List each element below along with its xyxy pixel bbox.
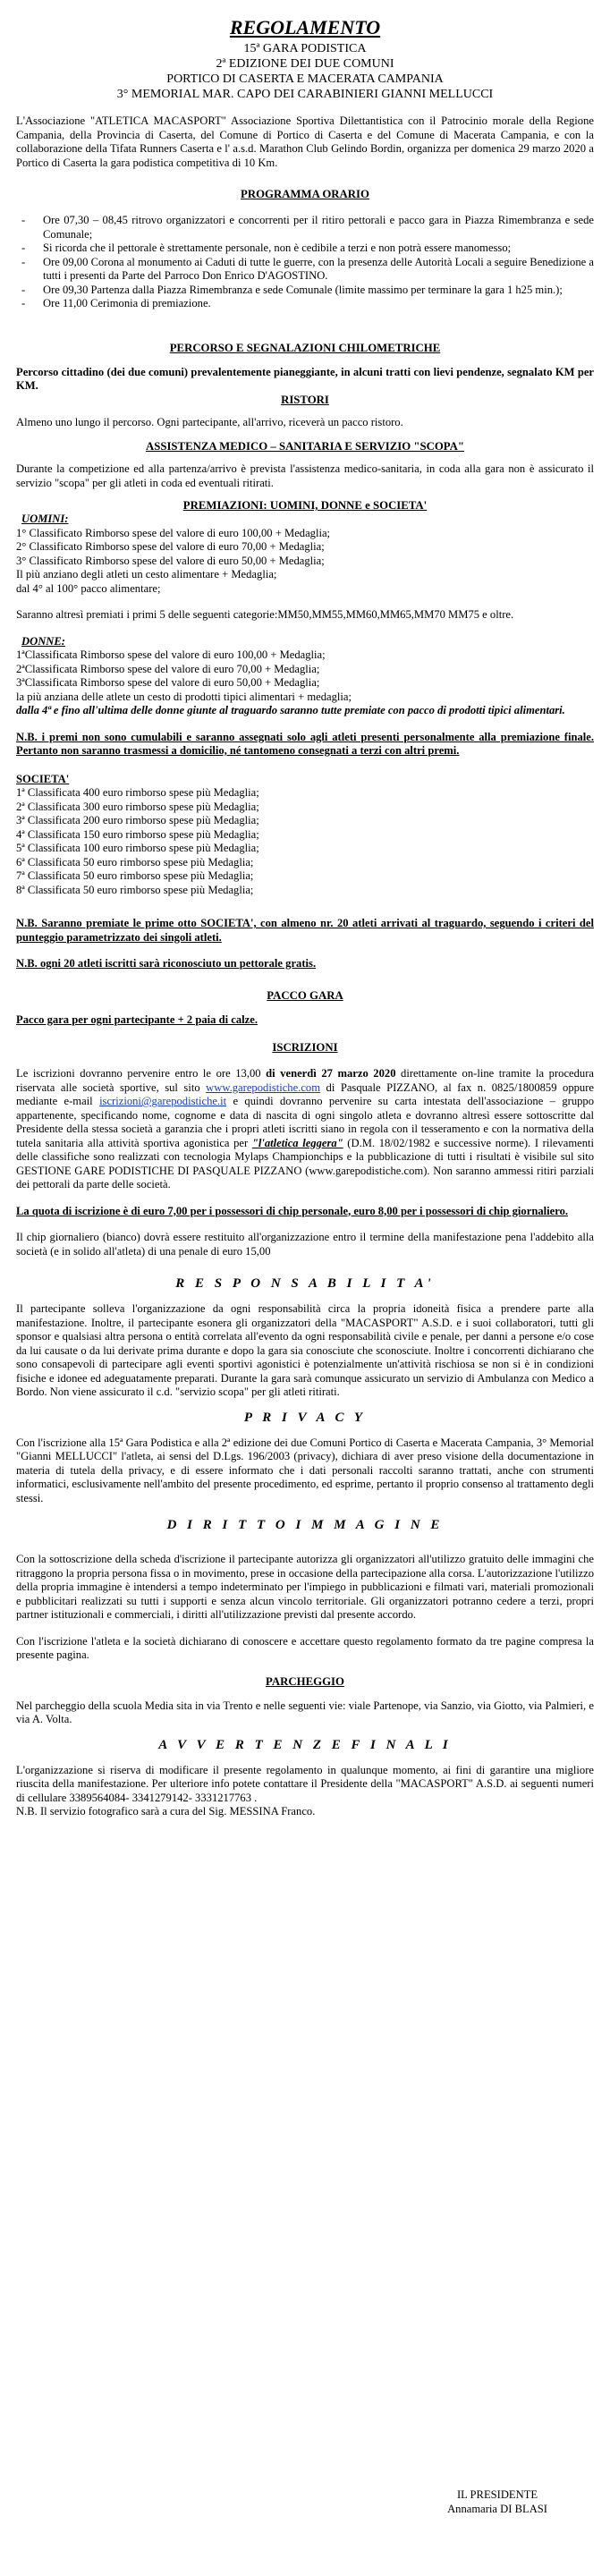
- pacco-text: Pacco gara per ogni partecipante + 2 paia di calze.: [16, 1013, 258, 1026]
- immagine-heading: D I R I T T O I M M A G I N E: [166, 1518, 444, 1532]
- atletica-leggera-text: "l'atletica leggera": [251, 1136, 343, 1149]
- donne-item: 2ªClassificata Rimborso spese del valore di euro 70,00 + Medaglia;: [16, 662, 320, 675]
- intro-paragraph: L'Associazione "ATLETICA MACASPORT" Associazione Sportiva Dilettantistica con il Patrocinio morale della Regione Campania, della Provincia di Caserta, del Comune di Portico di Caserta e del Comune di Macerata Campania, e con la collaborazione della Tifata Runners Caserta e l' a.s.d. Marathon Club Gelindo Bordin, organizza per domenica 29 marzo 2020 a Portico di Caserta la gara podistica competitiva di 10 Km.: [16, 114, 594, 169]
- ristori-heading: RISTORI: [281, 393, 329, 406]
- societa-item: 2ª Classificata 300 euro rimborso spese più Medaglia;: [16, 800, 259, 813]
- donne-item: 1ªClassificata Rimborso spese del valore di euro 100,00 + Medaglia;: [16, 648, 326, 661]
- uomini-list: [16, 527, 594, 597]
- header-block: [16, 41, 594, 102]
- header-line-1: 15ª GARA PODISTICA: [243, 42, 367, 55]
- societa-item: 5ª Classificata 100 euro rimborso spese più Medaglia;: [16, 842, 259, 854]
- privacy-text: Con l'iscrizione alla 15ª Gara Podistica e alla 2ª edizione dei due Comuni Portico di Caserta e Macerata Campania, 3° Memorial "Gianni MELLUCCI" l'atleta, ai sensi del D.Lgs. 196/2003 (privacy), dichiara di aver preso visione della documentazione in materia di tutela della privacy, e di essere informato che i dati personali raccolti saranno trattati, anche con strumenti informatici, esclusivamente nell'ambito del presente procedimento, ed esprime, pertanto il proprio consenso al trattamento degli stessi.: [16, 1436, 594, 1504]
- iscrizioni-text-part: direttamente on-line tramite la procedura riservata alle società sportive, sul sito: [16, 1067, 595, 1094]
- uomini-item: Il più anziano degli atleti un cesto alimentare + Medaglia;: [16, 568, 277, 580]
- iscrizioni-text-part: e quindi dovranno pervenire su carta intestata dell'associazione – gruppo appartenente, specificando nome, cognome e data di nascita di ogni singolo atleta e dovranno altresì essere sottoscritte dal Presidente della stessa società a garanzia che i propri atleti iscritti siano in regola con il tesseramento e con la normativa della tutela sanitaria alla attività sportiva agonistica per: [16, 1095, 595, 1149]
- site-link[interactable]: www.garepodistiche.com: [206, 1080, 321, 1094]
- programma-item: - Ore 07,30 – 08,45 ritrovo organizzatori e concorrenti per il ritiro pettorali e pacco gara in Piazza Rimembranza e sede Comunale;: [16, 214, 594, 242]
- programma-item: - Ore 09,00 Corona al monumento ai Caduti di tutte le guerre, con la presenza delle Autorità Locali a seguire Benedizione a tutti i presenti da Parte del Parroco Don Enrico D'AGOSTINO.: [16, 256, 594, 284]
- uomini-item: dal 4° al 100° pacco alimentare;: [16, 581, 161, 595]
- societa-nb-1: N.B. Saranno premiate le prime otto SOCIETA', con almeno nr. 20 atleti arrivati al traguardo, seguendo i criteri del punteggio parametrizzato dei singoli atleti.: [16, 917, 594, 944]
- societa-item: 8ª Classificata 50 euro rimborso spese più Medaglia;: [16, 883, 254, 896]
- nb-premi: N.B. i premi non sono cumulabili e saranno assegnati solo agli atleti presenti personalmente alla premiazione finale. Pertanto non saranno trasmessi a domicilio, né tantomeno consegnati a terzi con altri premi.: [16, 730, 594, 757]
- avvertenze-nb: N.B. Il servizio fotografico sarà a cura del Sig. MESSINA Franco.: [16, 1805, 316, 1818]
- header-line-3: PORTICO DI CASERTA E MACERATA CAMPANIA: [166, 72, 444, 86]
- signature-name: Annamaria DI BLASI: [447, 2502, 547, 2515]
- signature-role: IL PRESIDENTE: [456, 2488, 538, 2501]
- programma-item: - Ore 11,00 Cerimonia di premiazione.: [16, 297, 594, 311]
- iscrizioni-text-part: Le iscrizioni dovranno pervenire entro le ore 13,00: [16, 1067, 267, 1080]
- document-title: REGOLAMENTO: [229, 16, 381, 38]
- parcheggio-text: Nel parcheggio della scuola Media sita in via Trento e nelle seguenti vie: viale Partenope, via Sanzio, via Giotto, via Palmieri, e via A. Volta.: [16, 1699, 594, 1725]
- parcheggio-heading: PARCHEGGIO: [266, 1674, 344, 1688]
- donne-item: 3ªClassificata Rimborso spese del valore di euro 50,00 + Medaglia;: [16, 676, 320, 689]
- assistenza-text: Durante la competizione ed alla partenza/arrivo è prevista l'assistenza medico-sanitaria, in coda alla gara non è assicurato il servizio "scopa" per gli atleti in coda ed eventuali ritirati.: [16, 462, 594, 489]
- quota-text: La quota di iscrizione è di euro 7,00 per i possessori di chip personale, euro 8,00 per i possessori di chip giornaliero.: [16, 1204, 569, 1217]
- uomini-item: 2° Classificato Rimborso spese del valore di euro 70,00 + Medaglia;: [16, 540, 325, 553]
- premiazioni-heading: PREMIAZIONI: UOMINI, DONNE e SOCIETA': [182, 499, 428, 512]
- pacco-heading: PACCO GARA: [267, 988, 343, 1002]
- programma-item: - Ore 09,30 Partenza dalla Piazza Rimembranza e sede Comunale (limite massimo per terminare la gara 1 h25 min.);: [16, 284, 594, 298]
- uomini-item: 3° Classificato Rimborso spese del valore di euro 50,00 + Medaglia;: [16, 554, 325, 567]
- signature-block: [447, 2488, 547, 2516]
- iscrizioni-heading: ISCRIZIONI: [272, 1041, 338, 1054]
- chip-text: Il chip giornaliero (bianco) dovrà essere restituito all'organizzazione entro il termine della manifestazione pena l'addebito alla società (e in solido all'atleta) di una penale di euro 15,00: [16, 1231, 594, 1258]
- societa-item: 1ª Classificata 400 euro rimborso spese più Medaglia;: [16, 786, 259, 799]
- iscrizioni-text: [16, 1067, 594, 1192]
- categorie-text: Saranno altresì premiati i primi 5 delle seguenti categorie:MM50,MM55,MM60,MM65,MM70 MM75 e oltre.: [16, 608, 514, 621]
- iscrizioni-text-part: (D.M. 18/02/1982 e successive norme). I rilevamenti delle classifiche sono realizzati con tecnologia Mylaps Championchips e la pubblicazione di tutti i risultati è visibile sul sito GESTIONE GARE PODISTICHE DI PASQUALE PIZZANO (www.garepodistiche.com). Non saranno ammessi ritiri parziali dei pettorali da parte delle società.: [16, 1136, 594, 1191]
- societa-list: [16, 786, 594, 897]
- donne-label: DONNE:: [21, 634, 65, 648]
- avvertenze-text: L'organizzazione si riserva di modificare il presente regolamento in qualunque momento, ai fini di garantire una migliore riuscita della manifestazione. Per ulteriore info potete contattare il Presidente della "MACASPORT" A.S.D. ai seguenti numeri di cellulare 3389564084- 3341279142- 3331217763 .: [16, 1763, 594, 1804]
- iscrizioni-text-part: di Pasquale PIZZANO, al fax n. 0825/1800859 oppure mediante e-mail: [16, 1080, 594, 1107]
- responsabilita-text: Il partecipante solleva l'organizzazione da ogni responsabilità circa la propria idoneità fisica a prendere parte alla manifestazione. Inoltre, il partecipante esonera gli organizzatori della "MACASPORT" A.S.D. e i suoi collaboratori, tutti gli sponsor e qualsiasi altra persona o entità correlata all'evento da ogni responsabilità civile e penale, per danni a persone e/o cose da lui causate o da lui derivate prima durante e dopo la gara sia conosciute che sconosciute. Inoltre i concorrenti dichiarano che sono consapevoli di partecipare agli eventi sportivi agonistici è potenzialmente un'attività rischiosa se non si è in condizioni fisiche e idonee ed adeguatamente preparati. Durante la gara sarà comunque assicurato un servizio di Ambulanza con Medico a Bordo. Non viene assicurato il c.d. "servizio scopa" per gli atleti ritirati.: [16, 1302, 594, 1398]
- percorso-heading: PERCORSO E SEGNALAZIONI CHILOMETRICHE: [169, 341, 441, 354]
- assistenza-heading: ASSISTENZA MEDICO – SANITARIA E SERVIZIO "SCOPA": [145, 440, 465, 453]
- responsabilita-heading: R E S P O N S A B I L I T A': [175, 1276, 435, 1291]
- uomini-label: UOMINI:: [21, 513, 69, 525]
- programma-item: - Si ricorda che il pettorale è strettamente personale, non è cedibile a terzi e non potrà essere manomesso;: [16, 242, 594, 256]
- societa-item: 4ª Classificata 150 euro rimborso spese più Medaglia;: [16, 827, 259, 841]
- societa-item: 7ª Classificata 50 euro rimborso spese più Medaglia;: [16, 869, 254, 882]
- uomini-item: 1° Classificato Rimborso spese del valore di euro 100,00 + Medaglia;: [16, 526, 331, 539]
- percorso-text: Percorso cittadino (dei due comuni) prevalentemente pianeggiante, in alcuni tratti con lievi pendenze, segnalato KM per KM.: [16, 365, 594, 392]
- programma-heading: PROGRAMMA ORARIO: [241, 188, 369, 200]
- iscrizioni-deadline: di venerdì 27 marzo 2020: [266, 1067, 396, 1080]
- avvertenze-heading: A V V E R T E N Z E F I N A L I: [158, 1737, 452, 1752]
- immagine-text-2: Con l'iscrizione l'atleta e la società dichiarano di conoscere e accettare questo regolamento formato da tre pagine compresa la presente pagina.: [16, 1634, 594, 1661]
- societa-item: 3ª Classificata 200 euro rimborso spese più Medaglia;: [16, 814, 259, 826]
- societa-nb-2: N.B. ogni 20 atleti iscritti sarà riconosciuto un pettorale gratis.: [16, 957, 317, 970]
- privacy-heading: P R I V A C Y: [243, 1410, 367, 1425]
- email-link[interactable]: iscrizioni@garepodistiche.it: [99, 1095, 227, 1107]
- immagine-text: Con la sottoscrizione della scheda d'iscrizione il partecipante autorizza gli organizzatori all'utilizzo gratuito delle immagini che ritraggono la propria persona fissa o in movimento, prese in occasione della partecipazione alla corsa. L'autorizzazione l'utilizzo della propria immagine è intendersi a tempo indeterminato per l'impiego in pubblicazioni e filmati vari, materiali promozionali e pubblicitari realizzati su tutti i supporti e senza alcun vincolo territoriale. Gli organizzatori potranno cedere a terzi, propri partner istituzionali e commerciali, i diritti all'utilizzazione previsti dal presente accordo.: [16, 1553, 594, 1621]
- donne-note: dalla 4ª e fino all'ultima delle donne giunte al traguardo saranno tutte premiate con pacco di prodotti tipici alimentari.: [16, 704, 565, 716]
- ristori-text: Almeno uno lungo il percorso. Ogni partecipante, all'arrivo, riceverà un pacco ristoro.: [16, 415, 403, 428]
- programma-list: [16, 214, 594, 311]
- societa-item: 6ª Classificata 50 euro rimborso spese più Medaglia;: [16, 855, 254, 869]
- donne-item: la più anziana delle atlete un cesto di prodotti tipici alimentari + medaglia;: [16, 690, 352, 703]
- header-line-2: 2ª EDIZIONE DEI DUE COMUNI: [216, 57, 394, 71]
- header-line-4: 3° MEMORIAL MAR. CAPO DEI CARABINIERI GIANNI MELLUCCI: [116, 88, 494, 101]
- donne-list: [16, 648, 594, 704]
- societa-label: SOCIETA': [16, 772, 70, 785]
